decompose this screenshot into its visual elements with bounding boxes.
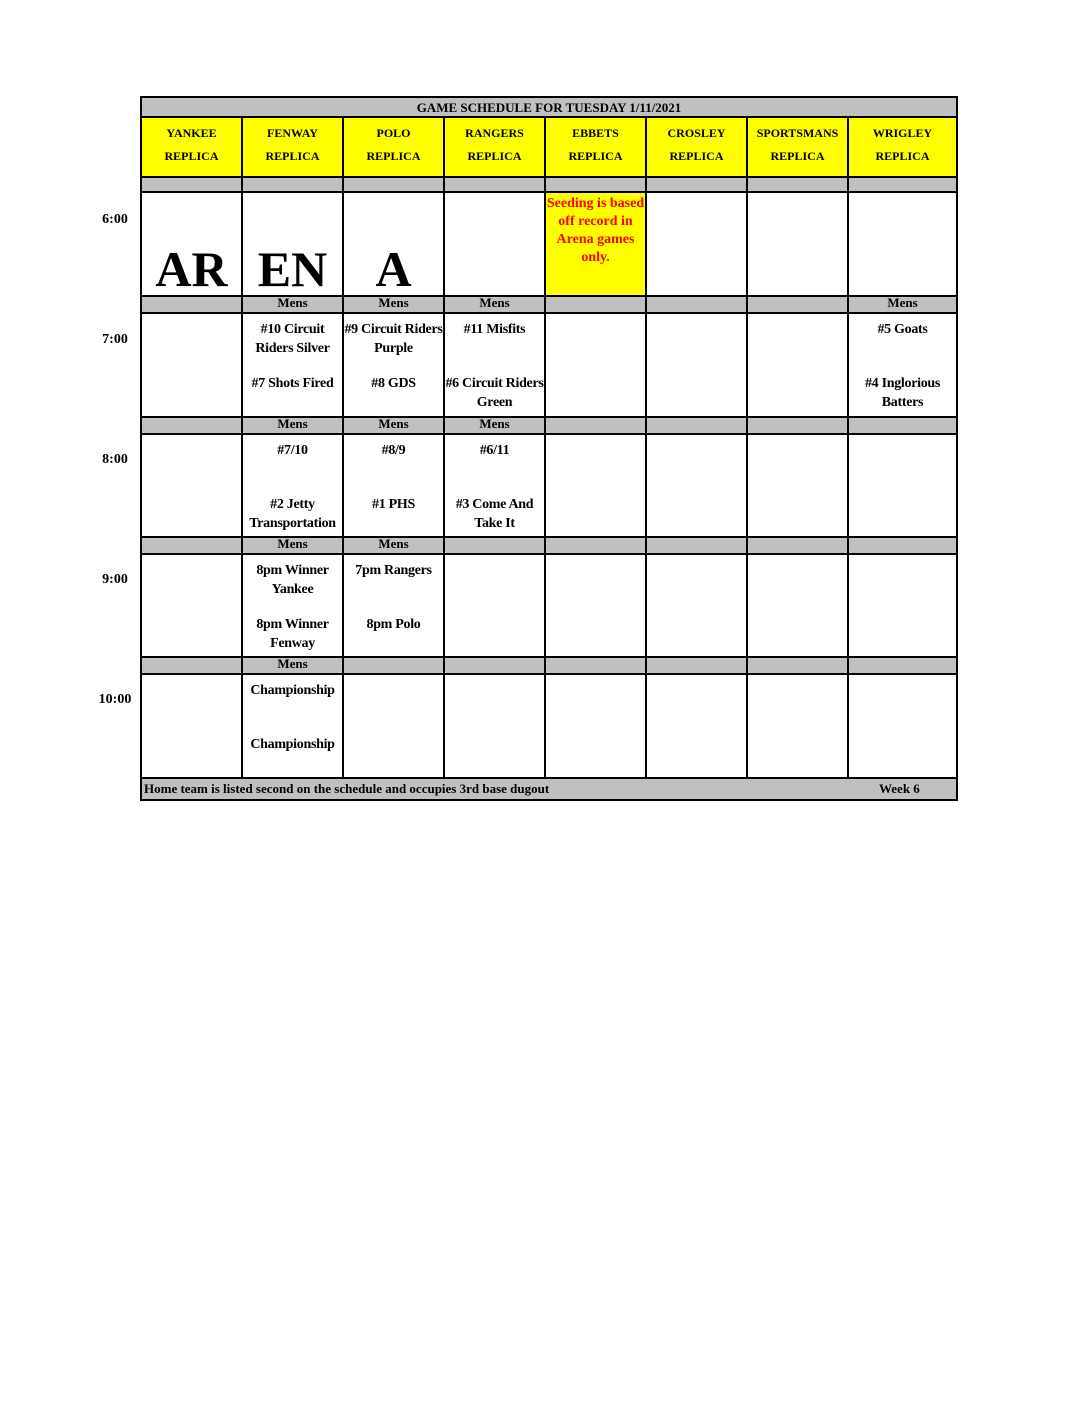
- division-band: [243, 178, 344, 193]
- division-label: Mens: [887, 295, 918, 310]
- field-name: WRIGLEY: [872, 126, 933, 140]
- schedule-table: [140, 96, 958, 801]
- game-cell: [344, 193, 445, 297]
- away-team: #11 Misfits: [463, 322, 526, 337]
- division-band: [445, 538, 546, 555]
- division-band: [849, 658, 956, 675]
- division-band: [445, 178, 546, 193]
- away-team: #10 Circuit Riders Silver: [255, 322, 330, 356]
- division-band: [748, 297, 849, 314]
- division-band: [546, 178, 647, 193]
- game-cell: [243, 193, 344, 297]
- game-cell: [748, 193, 849, 297]
- field-type: REPLICA: [669, 149, 724, 163]
- division-band: [344, 418, 445, 435]
- division-label: Mens: [378, 536, 409, 551]
- field-header-sportsmans: [748, 118, 849, 178]
- division-band: [546, 418, 647, 435]
- division-band: [243, 658, 344, 675]
- division-label: Mens: [277, 295, 308, 310]
- home-team: #6 Circuit Riders Green: [445, 376, 544, 410]
- arena-banner-text: AR: [155, 241, 228, 297]
- division-band: [445, 418, 546, 435]
- away-team: #5 Goats: [877, 322, 928, 337]
- field-type: REPLICA: [770, 149, 825, 163]
- field-header-fenway: [243, 118, 344, 178]
- game-cell: [243, 555, 344, 658]
- game-cell: [546, 193, 647, 297]
- division-band: [344, 297, 445, 314]
- week-label: Week 6: [879, 781, 920, 796]
- schedule-footer: [142, 779, 956, 799]
- game-cell: [142, 555, 243, 658]
- schedule-title: GAME SCHEDULE FOR TUESDAY 1/11/2021: [142, 98, 956, 118]
- away-team: 7pm Rangers: [355, 563, 432, 578]
- field-header-wrigley: [849, 118, 956, 178]
- away-team: Championship: [250, 683, 335, 698]
- division-band: [647, 658, 748, 675]
- division-band: [142, 418, 243, 435]
- division-band: [647, 297, 748, 314]
- division-label: Mens: [479, 416, 510, 431]
- field-type: REPLICA: [366, 149, 421, 163]
- division-band: [344, 178, 445, 193]
- game-cell: [344, 314, 445, 418]
- time-label: 7:00: [102, 332, 128, 347]
- division-band: [344, 538, 445, 555]
- game-cell: [849, 314, 956, 418]
- game-cell: [748, 675, 849, 779]
- field-name: YANKEE: [166, 126, 217, 140]
- game-cell: [849, 675, 956, 779]
- division-band: [647, 418, 748, 435]
- game-cell: [344, 555, 445, 658]
- game-cell: [243, 314, 344, 418]
- division-band: [344, 658, 445, 675]
- field-type: REPLICA: [568, 149, 623, 163]
- division-band: [546, 297, 647, 314]
- division-band: [849, 418, 956, 435]
- division-band: [748, 538, 849, 555]
- field-header-crosley: [647, 118, 748, 178]
- division-band: [647, 178, 748, 193]
- division-label: Mens: [277, 656, 308, 671]
- division-label: Mens: [378, 295, 409, 310]
- home-team: 8pm Polo: [366, 617, 421, 632]
- game-cell: [142, 314, 243, 418]
- game-cell: [243, 435, 344, 538]
- division-band: [142, 538, 243, 555]
- away-team: #6/11: [479, 443, 510, 458]
- game-cell: [344, 675, 445, 779]
- division-band: [445, 658, 546, 675]
- division-band: [142, 178, 243, 193]
- game-cell: [445, 675, 546, 779]
- game-cell: [748, 435, 849, 538]
- away-team: #8/9: [381, 443, 406, 458]
- division-band: [647, 538, 748, 555]
- field-type: REPLICA: [265, 149, 320, 163]
- field-name: RANGERS: [465, 126, 524, 140]
- game-cell: [445, 435, 546, 538]
- division-band: [849, 538, 956, 555]
- division-band: [243, 418, 344, 435]
- field-name: SPORTSMANS: [756, 126, 839, 140]
- field-type: REPLICA: [875, 149, 930, 163]
- game-cell: [546, 314, 647, 418]
- division-band: [142, 658, 243, 675]
- game-cell: [647, 555, 748, 658]
- away-team: #7/10: [277, 443, 308, 458]
- field-header-rangers: [445, 118, 546, 178]
- division-band: [243, 297, 344, 314]
- game-cell: [546, 555, 647, 658]
- game-cell: [445, 555, 546, 658]
- field-type: REPLICA: [467, 149, 522, 163]
- time-label: 6:00: [102, 212, 128, 227]
- field-name: POLO: [376, 126, 411, 140]
- division-band: [849, 297, 956, 314]
- game-cell: [142, 435, 243, 538]
- time-label: 10:00: [98, 692, 132, 707]
- home-team: Championship: [250, 737, 335, 752]
- field-header-yankee: [142, 118, 243, 178]
- footer-note: Home team is listed second on the schedule and occupies 3rd base dugout: [144, 781, 550, 796]
- division-band: [849, 178, 956, 193]
- division-label: Mens: [378, 416, 409, 431]
- division-band: [546, 658, 647, 675]
- division-band: [142, 297, 243, 314]
- game-cell: [445, 193, 546, 297]
- home-team: #8 GDS: [371, 376, 416, 391]
- field-header-ebbets: [546, 118, 647, 178]
- game-cell: [849, 193, 956, 297]
- division-band: [546, 538, 647, 555]
- division-label: Mens: [479, 295, 510, 310]
- game-cell: [748, 314, 849, 418]
- arena-banner-text: EN: [257, 241, 328, 297]
- home-team: #1 PHS: [372, 497, 415, 512]
- game-cell: [748, 555, 849, 658]
- field-name: FENWAY: [267, 126, 318, 140]
- division-band: [748, 418, 849, 435]
- game-cell: [344, 435, 445, 538]
- game-cell: [647, 675, 748, 779]
- game-cell: [142, 193, 243, 297]
- division-label: Mens: [277, 536, 308, 551]
- seeding-note: Seeding is based off record in Arena games only.: [546, 196, 645, 265]
- division-band: [748, 658, 849, 675]
- game-cell: [849, 435, 956, 538]
- time-label: 8:00: [102, 452, 128, 467]
- field-type: REPLICA: [164, 149, 219, 163]
- time-label: 9:00: [102, 572, 128, 587]
- game-cell: [647, 193, 748, 297]
- arena-banner-text: A: [375, 241, 412, 297]
- home-team: 8pm Winner Fenway: [256, 617, 329, 651]
- field-name: CROSLEY: [667, 126, 726, 140]
- game-cell: [647, 435, 748, 538]
- division-band: [748, 178, 849, 193]
- game-cell: [546, 435, 647, 538]
- division-label: Mens: [277, 416, 308, 431]
- home-team: #4 Inglorious Batters: [864, 376, 941, 410]
- division-band: [445, 297, 546, 314]
- game-cell: [647, 314, 748, 418]
- away-team: #9 Circuit Riders Purple: [344, 322, 443, 356]
- game-cell: [445, 314, 546, 418]
- field-header-polo: [344, 118, 445, 178]
- field-name: EBBETS: [572, 126, 619, 140]
- home-team: #2 Jetty Transportation: [249, 497, 336, 531]
- away-team: 8pm Winner Yankee: [256, 563, 329, 597]
- home-team: #3 Come And Take It: [455, 497, 534, 531]
- game-cell: [243, 675, 344, 779]
- game-cell: [849, 555, 956, 658]
- game-cell: [546, 675, 647, 779]
- home-team: #7 Shots Fired: [251, 376, 334, 391]
- game-cell: [142, 675, 243, 779]
- division-band: [243, 538, 344, 555]
